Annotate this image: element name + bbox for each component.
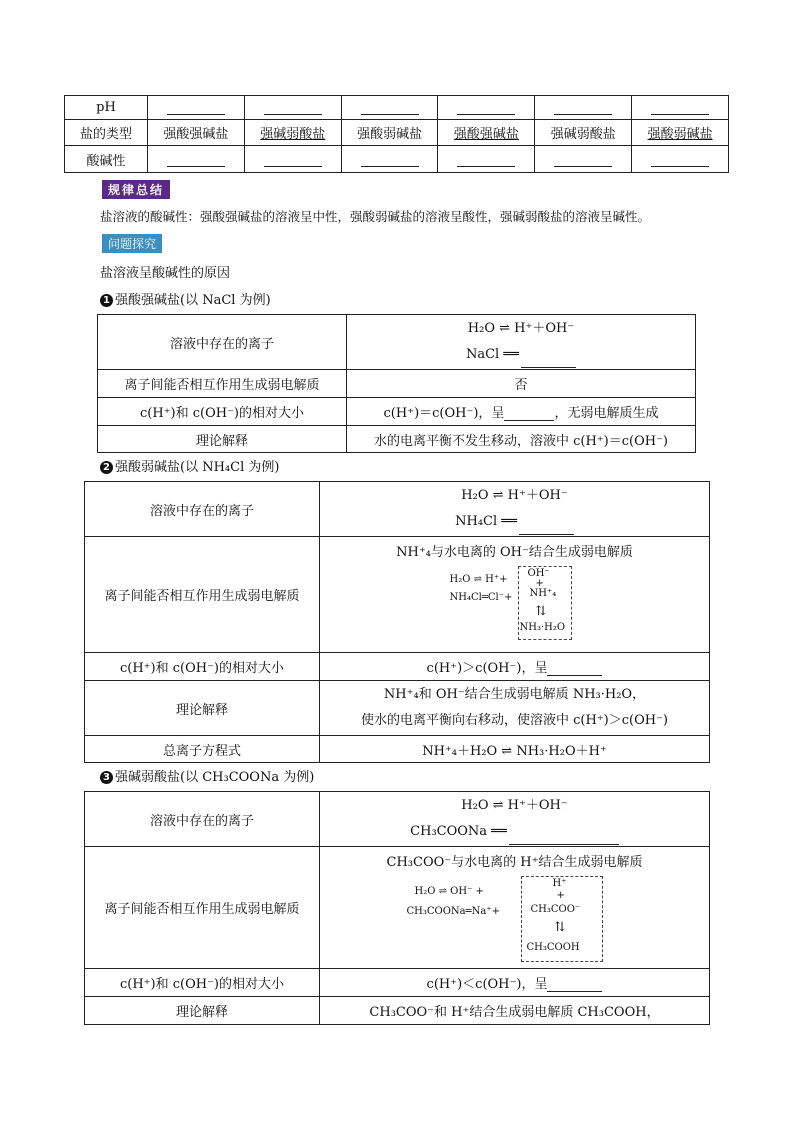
case2-label-compare: c(H⁺)和 c(OH⁻)的相对大小: [85, 653, 320, 681]
diagram-b4: ⇅: [535, 604, 547, 619]
case3-label-interact: 离子间能否相互作用生成弱电解质: [85, 847, 320, 969]
diagram-b1: OH⁻: [527, 568, 550, 579]
case3-diagram: [406, 876, 615, 964]
case3-title: [100, 766, 314, 785]
diagram-eq2: CH₃COONa═Na⁺+: [406, 906, 501, 917]
case2-label-theory: 理论解释: [85, 681, 320, 736]
ph-salt-table: [64, 95, 729, 173]
diagram-b4: ⇅: [554, 920, 566, 935]
case1-label-theory: 理论解释: [98, 426, 347, 453]
case3-ions-line2: CH₃COONa ══: [324, 819, 705, 845]
case1-label-ions: 溶液中存在的离子: [98, 315, 347, 370]
case3-ions: [320, 792, 710, 847]
case2-compare: c(H⁺)＞c(OH⁻)，呈: [320, 653, 710, 681]
inquiry-heading: 盐溶液呈酸碱性的原因: [100, 266, 231, 281]
case3-interact: [320, 847, 710, 969]
case1-title-text: 强酸强碱盐(以 NaCl 为例): [115, 293, 271, 308]
rule-summary-text: 盐溶液的酸碱性：强酸强碱盐的溶液呈中性，强酸弱碱盐的溶液呈酸性，强碱弱酸盐的溶液呈碱性。: [100, 209, 651, 224]
case1-theory: 水的电离平衡不发生移动，溶液中 c(H⁺)＝c(OH⁻): [347, 426, 696, 453]
blank-cell: [438, 146, 535, 173]
blank-cell: [341, 146, 438, 173]
case2-diagram: [450, 566, 580, 642]
case1-ions-line1: H₂O ⇌ H⁺＋OH⁻: [467, 321, 575, 336]
diagram-eq1: H₂O ⇌ OH⁻ +: [414, 886, 484, 897]
diagram-eq2: NH₄Cl═Cl⁻+: [449, 592, 513, 603]
case1-title: [100, 289, 271, 308]
case3-number: 3: [100, 771, 113, 784]
case1-ions: [347, 315, 696, 370]
case2-ions: [320, 482, 710, 537]
diagram-b5: CH₃COOH: [526, 942, 580, 953]
case3-interact-text: CH₃COO⁻与水电离的 H⁺结合生成弱电解质: [386, 855, 643, 870]
diagram-b3: CH₃COO⁻: [530, 904, 581, 915]
salt-type-cell: 强碱弱酸盐: [535, 120, 632, 146]
inquiry-tag: 问题探究: [102, 234, 162, 253]
case1-label-compare: c(H⁺)和 c(OH⁻)的相对大小: [98, 398, 347, 426]
diagram-b1: H⁺: [552, 878, 567, 889]
case2-interact: [320, 537, 710, 653]
rule-summary-tag: 规律总结: [102, 180, 170, 199]
case3-ions-line1: H₂O ⇌ H⁺＋OH⁻: [461, 798, 568, 813]
blank-cell: [438, 96, 535, 120]
diagram-b5: NH₃·H₂O: [519, 622, 566, 633]
blank-cell: [148, 96, 245, 120]
diagram-b2: +: [535, 578, 544, 589]
case3-label-compare: c(H⁺)和 c(OH⁻)的相对大小: [85, 969, 320, 997]
case1-compare: c(H⁺)＝c(OH⁻)，呈 ，无弱电解质生成: [347, 398, 696, 426]
case3-label-ions: 溶液中存在的离子: [85, 792, 320, 847]
case2-theory: [320, 681, 710, 736]
case1-label-interact: 离子间能否相互作用生成弱电解质: [98, 370, 347, 398]
case2-theory-line2: 使水的电离平衡向右移动，使溶液中 c(H⁺)＞c(OH⁻): [360, 713, 669, 728]
row-label-salt-type: 盐的类型: [65, 120, 148, 146]
diagram-eq1: H₂O ⇌ H⁺+: [449, 574, 508, 585]
case2-label-ions: 溶液中存在的离子: [85, 482, 320, 537]
case2-number: 2: [100, 461, 113, 474]
blank-cell: [341, 96, 438, 120]
blank-cell: [244, 146, 341, 173]
salt-type-cell: 强碱弱酸盐: [244, 120, 341, 146]
case2-ions-line1: H₂O ⇌ H⁺＋OH⁻: [461, 488, 568, 503]
case1-table: [97, 314, 696, 453]
case3-title-text: 强碱弱酸盐(以 CH₃COONa 为例): [115, 770, 315, 785]
case2-title: [100, 456, 279, 475]
case3-theory: CH₃COO⁻和 H⁺结合生成弱电解质 CH₃COOH，: [320, 997, 710, 1025]
salt-type-cell: 强酸强碱盐: [438, 120, 535, 146]
case2-theory-line1: NH⁺₄和 OH⁻结合生成弱电解质 NH₃·H₂O，: [383, 687, 646, 702]
blank-cell: [244, 96, 341, 120]
salt-type-cell: 强酸强碱盐: [148, 120, 245, 146]
row-label-ph: pH: [65, 96, 148, 120]
blank-cell: [535, 146, 632, 173]
blank-cell: [632, 146, 729, 173]
case1-ions-line2: NaCl ══: [351, 342, 691, 368]
salt-type-cell: 强酸弱碱盐: [341, 120, 438, 146]
blank-cell: [148, 146, 245, 173]
case2-equation: NH⁺₄＋H₂O ⇌ NH₃·H₂O＋H⁺: [320, 736, 710, 763]
case1-number: 1: [100, 294, 113, 307]
case2-table: [84, 481, 710, 763]
case2-label-equation: 总离子方程式: [85, 736, 320, 763]
case2-title-text: 强酸弱碱盐(以 NH₄Cl 为例): [115, 460, 280, 475]
case1-interact: 否: [347, 370, 696, 398]
case3-label-theory: 理论解释: [85, 997, 320, 1025]
diagram-b3: NH⁺₄: [529, 588, 557, 599]
blank-cell: [535, 96, 632, 120]
case3-table: [84, 791, 710, 1025]
diagram-b2: +: [556, 890, 565, 901]
row-label-acidity: 酸碱性: [65, 146, 148, 173]
blank-cell: [632, 96, 729, 120]
case2-ions-line2: NH₄Cl ══: [324, 509, 705, 535]
case2-interact-text: NH⁺₄与水电离的 OH⁻结合生成弱电解质: [396, 545, 633, 560]
salt-type-cell: 强酸弱碱盐: [632, 120, 729, 146]
case2-label-interact: 离子间能否相互作用生成弱电解质: [85, 537, 320, 653]
case3-compare: c(H⁺)＜c(OH⁻)，呈: [320, 969, 710, 997]
